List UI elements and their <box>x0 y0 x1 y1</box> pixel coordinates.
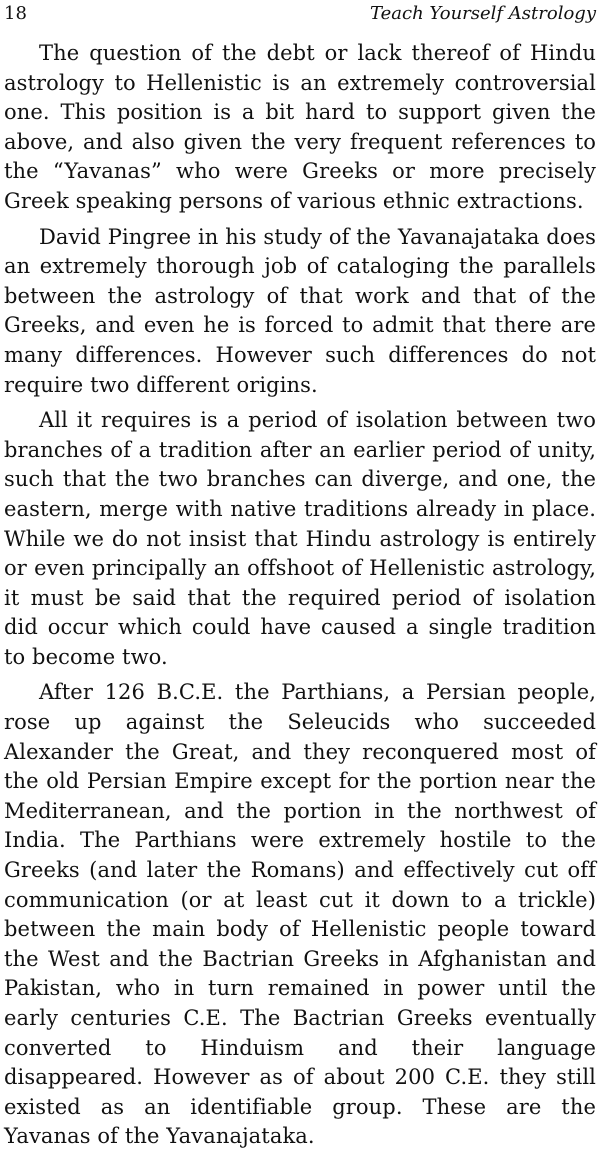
paragraph-hindu-hellenistic-debt: The question of the debt or lack thereof of Hindu astrology to Hellenistic is an extremely controversial one. This position is a bit hard to support given the above, and also given the very frequent references to the “Yavanas” who were Greeks or more precisely Greek speaking persons of various ethnic extractions. <box>4 41 596 213</box>
paragraph-parthians-bactrian-greeks: After 126 B.C.E. the Parthians, a Persian people, rose up against the Seleucids who succeeded Alexander the Great, and they reconquered most of the old Persian Empire except for the portion near the Mediterranean, and the portion in the northwest of India. The Parthians were extremely hostile to the Greeks (and later the Romans) and effectively cut off communication (or at least cut it down to a trickle) between the main body of Hellenistic people toward the West and the Bactrian Greeks in Afghanistan and Pakistan, who in turn remained in power until the early centuries C.E. The Bactrian Greeks eventually converted to Hinduism and their language disappeared. However as of about 200 C.E. they still existed as an identifiable group. These are the Yavanas of the Yavanajataka. <box>4 680 596 1149</box>
book-title: Teach Yourself Astrology <box>370 3 596 24</box>
paragraph-pingree-yavanajataka: David Pingree in his study of the Yavanajataka does an extremely thorough job of cataloging the parallels between the astrology of that work and that of the Greeks, and even he is forced to admit that there are many differences. However such differences do not require two different origins. <box>4 224 596 397</box>
page-number: 18 <box>4 3 27 24</box>
paragraph-period-of-isolation: All it requires is a period of isolation between two branches of a tradition after an earlier period of unity, such that the two branches can diverge, and one, the eastern, merge with native traditions already in place. While we do not insist that Hindu astrology is entirely or even principally an offshoot of Hellenistic astrology, it must be said that the required period of isolation did occur which could have caused a single tradition to become two. <box>4 408 596 669</box>
body-text <box>4 39 596 1158</box>
running-head <box>4 2 596 28</box>
